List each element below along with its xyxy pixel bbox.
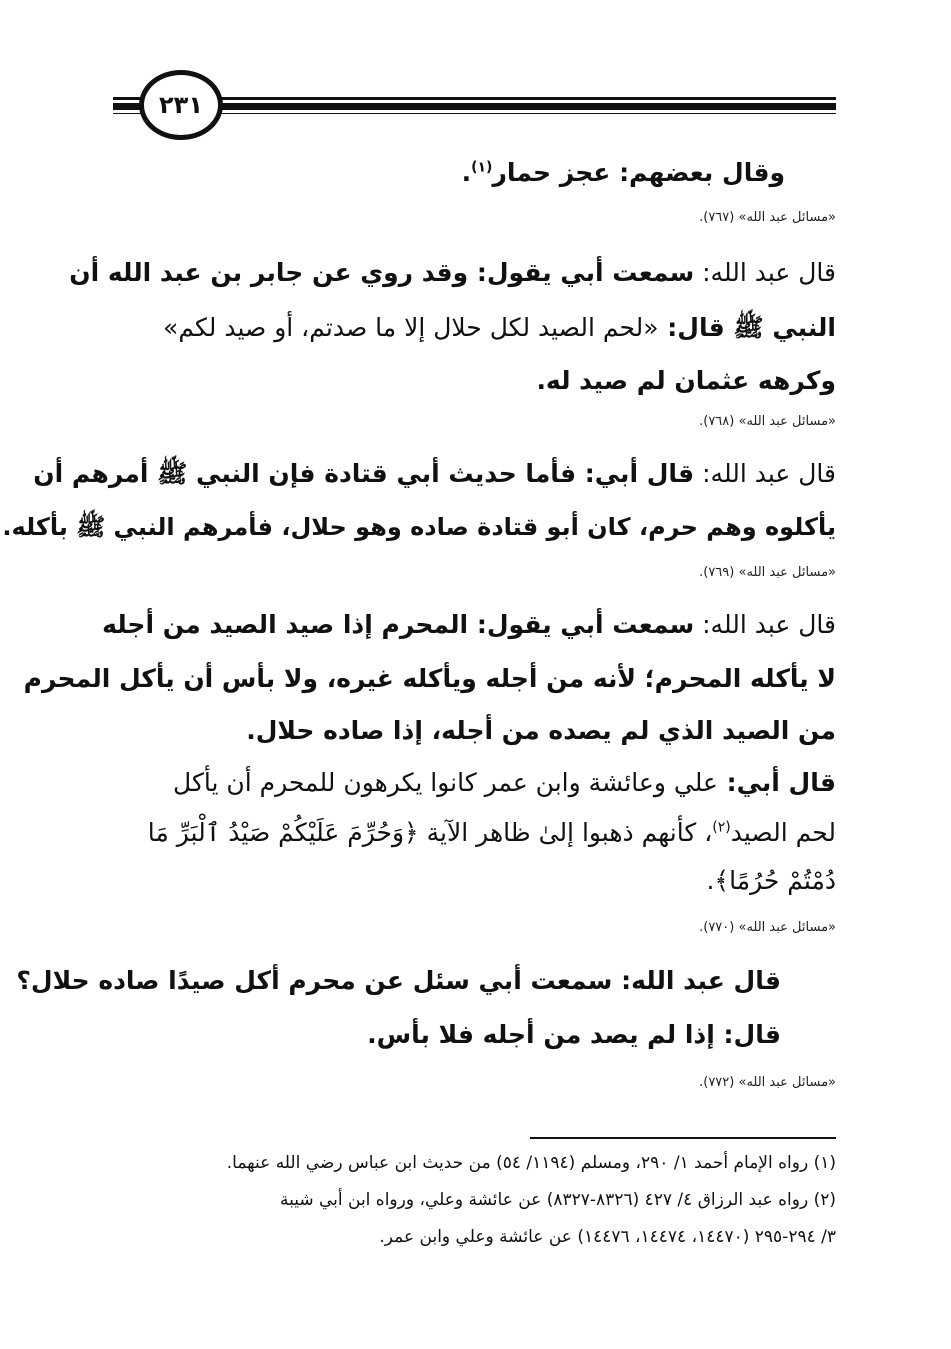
speaker-label: قال عبد الله: xyxy=(694,610,836,639)
paragraph-2-line-1 xyxy=(69,258,836,287)
paragraph-6-text: إذا لم يصد من أجله فلا بأس. xyxy=(367,1020,715,1049)
said-label: قال: xyxy=(658,313,725,342)
paragraph-5-text-a: لحم الصيد xyxy=(730,818,836,847)
reference-769: «مسائل عبد الله» (٧٦٩). xyxy=(699,565,836,580)
footnote-marker-1: (١) xyxy=(471,159,493,176)
speaker-label: قال عبد الله: xyxy=(694,459,836,488)
quote-intro: سمعت أبي يقول: xyxy=(468,610,695,639)
paragraph-6-line-1: قال عبد الله: سمعت أبي سئل عن محرم أكل صيدًا صاده حلال؟ xyxy=(16,966,781,995)
paragraph-5-line-1 xyxy=(173,768,836,797)
footnote-2-line-2: ٣/ ٢٩٤-٢٩٥ (١٤٤٧٠، ١٤٤٧٤، ١٤٤٧٦) عن عائشة وعلي وابن عمر. xyxy=(379,1227,836,1247)
quote-intro: قال أبي: xyxy=(717,768,836,797)
said-label: قال: xyxy=(714,1020,781,1049)
paragraph-3-line-2: يأكلوه وهم حرم، كان أبو قتادة صاده وهو حلال، فأمرهم النبي ﷺ بأكله. xyxy=(2,513,836,541)
quote-intro: سمعت أبي يقول: xyxy=(468,258,695,287)
paragraph-5-line-3: دُمْتُمْ حُرُمًا﴾. xyxy=(706,866,836,895)
paragraph-3-text: فأما حديث أبي قتادة فإن النبي ﷺ أمرهم أن xyxy=(33,459,577,488)
paragraph-4-line-2: لا يأكله المحرم؛ لأنه من أجله ويأكله غيره، ولا بأس أن يأكل المحرم xyxy=(23,664,836,693)
paragraph-1-text: وقال بعضهم: عجز حمار xyxy=(492,158,785,187)
speaker-label: قال عبد الله: xyxy=(694,258,836,287)
paragraph-1-end: . xyxy=(461,158,472,187)
reference-772: «مسائل عبد الله» (٧٧٢). xyxy=(699,1075,836,1090)
reference-770: «مسائل عبد الله» (٧٧٠). xyxy=(699,920,836,935)
paragraph-4-line-3: من الصيد الذي لم يصده من أجله، إذا صاده حلال. xyxy=(246,716,836,745)
hadith-quote: «لحم الصيد لكل حلال إلا ما صدتم، أو صيد لكم» xyxy=(163,313,659,342)
footnote-separator xyxy=(530,1137,836,1139)
paragraph-4-line-1 xyxy=(102,610,836,639)
paragraph-4-text: المحرم إذا صيد الصيد من أجله xyxy=(102,610,469,639)
paragraph-2-line-3: وكرهه عثمان لم صيد له. xyxy=(536,366,836,395)
paragraph-5-text: علي وعائشة وابن عمر كانوا يكرهون للمحرم أن يأكل xyxy=(173,768,718,797)
reference-768: «مسائل عبد الله» (٧٦٨). xyxy=(699,414,836,429)
paragraph-5-line-2 xyxy=(148,818,836,847)
footnote-1: (١) رواه الإمام أحمد ١/ ٢٩٠، ومسلم (١١٩٤/ ٥٤) من حديث ابن عباس رضي الله عنهما. xyxy=(226,1153,836,1173)
reference-767: «مسائل عبد الله» (٧٦٧). xyxy=(699,210,836,225)
paragraph-2-line-2 xyxy=(163,312,836,349)
footnote-2-line-1: (٢) رواه عبد الرزاق ٤/ ٤٢٧ (٨٣٢٦-٨٣٢٧) عن عائشة وعلي، ورواه ابن أبي شيبة xyxy=(279,1190,836,1210)
footnote-marker-2: (٢) xyxy=(712,819,731,836)
paragraph-1 xyxy=(462,158,785,187)
paragraph-3-line-1 xyxy=(33,458,836,495)
paragraph-2-text: وقد روي عن جابر بن عبد الله أن xyxy=(69,258,469,287)
paragraph-6-line-2 xyxy=(367,1020,781,1049)
prophet-mention: النبي ﷺ xyxy=(724,313,836,342)
quote-intro: قال أبي: xyxy=(576,459,695,488)
quran-verse: ، كأنهم ذهبوا إلىٰ ظاهر الآية ﴿وَحُرِّمَ عَلَيْكُمْ صَيْدُ ٱلْبَرِّ مَا xyxy=(147,818,713,847)
page-number: ٢٣١ xyxy=(139,70,223,140)
